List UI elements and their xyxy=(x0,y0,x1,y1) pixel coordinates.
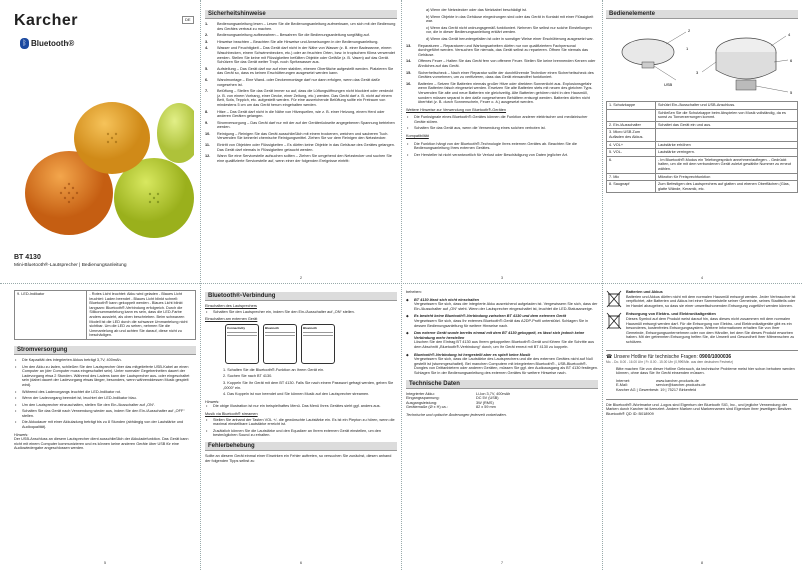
contact-label: Karcher AG | Gewerbestr. 19 | 75217 Birkenfeld xyxy=(616,387,697,392)
table-cell: 6. xyxy=(607,156,656,173)
safety-item xyxy=(205,67,397,76)
section-heading: Sicherheitshinweise xyxy=(205,10,397,19)
list-item: • Um den Akku zu laden, schließen Sie den Lautsprecher über das mitgelieferte USB-Kabel an einen Computer an (der Computer muss eingeschaltet sein). Unter normaler Gegebenheiten dauert der Ladevorgang etwa 2 Stunden. Während des Ladens kann der Lautsprecher aus- oder eingeschaltet sein (dabei dauert der Ladevorgang etwas länger, besonders, wenn währenddessen Musik gespielt wird). xyxy=(14,365,196,388)
table-cell: 1. Schutzkappe xyxy=(607,102,656,110)
safety-item xyxy=(205,132,397,141)
list-item: a) Wenn der Netzstecker oder das Netzkabel beschädigt ist. xyxy=(426,8,528,12)
item-number: 16. xyxy=(406,81,412,86)
page-number: 5 xyxy=(103,560,107,566)
diagram-label: 3 xyxy=(696,70,699,75)
fold-line-1 xyxy=(200,0,201,570)
trouble-desc: Löschen Sie den Eintrag BT 4130 aus Ihrem gekoppelten Bluetooth®-Gerät und führen Sie die Schritte aus dem Abschnitt „Bluetooth®-Verbindung“ durch, um Ihr Gerät erneut mit BT 4130 zu koppeln. xyxy=(414,340,595,349)
trouble-title: ◆ Es besteht keine Bluetooth®-Verbindung zwischen BT 4130 und dem externen Gerät xyxy=(414,314,567,319)
list-item: 2. Suchen Sie nach BT 4130. xyxy=(223,374,273,379)
list-item: • Während des Ladevorgangs leuchtet die LED-Indikator rot. xyxy=(14,390,196,395)
list-item: 3. Koppeln Sie Ihr Gerät mit dem BT 4130. Falls Sie nach einem Passwort gefragt werden, geben Sie „0000“ ein. xyxy=(223,380,394,390)
safety-item xyxy=(205,121,397,130)
safety-item xyxy=(205,33,397,38)
hint-title: Hinweis: xyxy=(205,399,220,404)
item-text: Hitze – Das Gerät darf nicht in die Nähe von Hitzequellen, wie z. B. einer Heizung, einem Herd oder anderen Geräten gelangen. xyxy=(217,109,385,119)
table-row xyxy=(607,121,798,129)
suction-cup xyxy=(736,80,756,90)
spec-label: Eingangsspannung: xyxy=(406,396,440,401)
item-number: 8. xyxy=(205,109,209,114)
controls-diagram xyxy=(606,22,796,98)
page-safety xyxy=(205,8,397,283)
item-text: Wann Sie eine Servicestelle aufsuchen sollten – Ziehen Sie umgehend den Netzstecker und suchen Sie eine qualifizierte Servicestelle auf, wenn einer der folgenden Ereignisse eintritt: xyxy=(217,154,392,163)
table-row xyxy=(607,102,798,110)
item-number: 12. xyxy=(205,154,211,159)
contact-row xyxy=(616,388,798,393)
safety-item xyxy=(205,154,397,163)
item-text: Belüftung – Stellen Sie das Gerät immer so auf, dass die Lüftungsöffnungen nicht blockiert oder verdeckt (z. B. von einem Vorhang, einer Decke, einer Zeitung, etc.) werden. Das Gerät darf z. B. nicht auf einem Bett, Sofa, Teppich, etc. aufgestellt werden. Für eine ausreichende Belüftung sollte ein Freiraum von mindestens 5 cm um das Gerät herum eingehalten werden. xyxy=(217,89,394,107)
bt-notes-title: Weitere Hinweise zur Verwendung von Bluetooth®-Geräten xyxy=(406,107,507,112)
table-row xyxy=(607,109,798,121)
safety-item xyxy=(205,40,397,45)
bt-notes-list xyxy=(406,115,598,131)
table-row xyxy=(607,129,798,141)
spec-note: Technische und optische Änderungen jederzeit vorbehalten. xyxy=(406,412,507,417)
hotline-number: 0900/1000036 xyxy=(699,353,732,360)
trouble-desc: Vergewissern Sie sich, dass der integrierte Akku ausreichend aufgeladen ist. Vergewissern Sie sich, dass der Ein-/Ausschalter auf „ON“ steht. Wenn der Lautsprecher eingeschaltet ist, leuchtet die LED-Statusanzeige. xyxy=(414,302,598,311)
cover-subtitle: Mini-Bluetooth®-Lautsprecher | Bedienungsanleitung xyxy=(14,263,127,268)
safety-item xyxy=(205,143,397,152)
safety-list-2 xyxy=(406,44,598,105)
spec-value: DC 5V (USB) xyxy=(476,396,499,401)
safety-item xyxy=(205,110,397,119)
table-cell: 5. VOL- xyxy=(607,149,656,157)
list-item: • Wenn der Ladevorgang beendet ist, leuchtet der LED-Indikator blau. xyxy=(14,396,196,401)
safety-item xyxy=(406,71,598,80)
battery-text: Batterien und Akkus dürfen nicht mit dem normalen Hausmüll entsorgt werden. Jeder Verbraucher ist verpflichtet, alte Batterien und Akkus bei einer Sammelstelle seiner Gemeinde, seines Stadtteils oder im Handel abzugeben, so dass sie einer umweltschonenden Entsorgung zugeführt werden können. xyxy=(626,294,796,308)
trademark-footer: Die Bluetooth®-Wortmarke und -Logos sind Eigentum der Bluetooth SIG, Inc., und jegliche Verwendung der Marken durch Karcher ist lizenziert. Andere Marken und Markennamen sind Eigentum ihrer jeweiligen Besitzer. Bluetooth® QD ID: B018909 xyxy=(606,399,798,417)
trouble-text: Sollte an diesem Gerät einmal einer Einwirken ein Fehler auftreten, so versuchen Sie zunächst, diesen anhand der folgenden Tipps selbst zu xyxy=(205,453,392,463)
trouble-title: ◆ Das externe Gerät wurde bereits einmal mit dem BT 4130 gekoppelt, es lässt sich jedoch keine Verbindung mehr herstellen xyxy=(414,331,585,340)
pairing-steps xyxy=(205,368,397,397)
item-text: Reparaturen – Reparaturen und Wartungsarbeiten dürfen nur von qualifiziertem Fachpersonal durchgeführt werden. Versuchen Sie niemals, das Gerät selbst zu reparieren. Öffnen Sie niemals das Gehäuse. xyxy=(418,43,589,57)
list-item: 1. Schalten Sie die Bluetooth®-Funktion an Ihrem Gerät ein. xyxy=(223,367,325,372)
list-item: • Die Funksignale eines Bluetooth®-Gerätes können die Funktion anderer elektrischer und medizinischer Geräte stören. xyxy=(406,115,598,124)
table-cell: - Rotes Licht leuchtet: Akku wird geladen - Blaues Licht leuchtet: Laden beendet - Blaues Licht blinkt schnell: Bluetooth® kann gekoppelt werden - Blaues Licht blinkt langsam: Bluetooth®-Verbindung erfolgreich. Durch die Silikonummantelung kann es sein, dass die LED-Farbe anders aussieht, als oben beschrieben. Beim schwarzen Modell ist die LED durch die schwarze Ummantelung nicht sichtbar. Um die LED zu sehen, nehmen Sie die Ummantelung ab und achten Sie darauf, diese nicht zu beschädigen. xyxy=(87,291,196,340)
diagram-label: USB xyxy=(664,82,673,87)
spec-row xyxy=(406,405,598,410)
item-number: 3. xyxy=(205,39,209,44)
contact-label: Internet: xyxy=(616,378,630,383)
trouble-desc: Vergewissern Sie sich, dass Ihr externes Bluetooth®-Gerät das A2DP-Profil unterstützt. Schlagen Sie in dessen Bedienungsanleitung für weitere Hinweise nach. xyxy=(414,318,589,328)
bluetooth-logo: ᛒ Bluetooth® xyxy=(20,38,74,49)
contact-list xyxy=(616,379,798,393)
battery-bin-icon xyxy=(606,290,622,308)
item-number: 9. xyxy=(205,120,209,125)
list-item: • Die Funktion hängt von der Bluetooth®-Technologie Ihres externen Gerätes ab. Beachten Sie die Bedienungsanleitung Ihres externen Gerätes. xyxy=(406,142,598,151)
item-text: Aufstellung – Das Gerät darf nur auf einer stabilen, ebenen Oberfläche aufgestellt werden. Platzieren Sie das Gerät so, dass es keinen Erschütterungen ausgesetzt werden kann. xyxy=(217,66,394,76)
sublist xyxy=(406,8,598,42)
item-text: Reinigung – Reinigen Sie das Gerät ausschließlich mit einem trockenen, weichen und sauberen Tuch. Verwenden Sie keinerlei chemische Reinigungsmittel. Ziehen Sie vor dem Reinigen den Netzstecker. xyxy=(217,131,389,141)
trouble-item xyxy=(406,314,598,328)
item-number: 13. xyxy=(406,43,412,48)
page-number: 4 xyxy=(700,275,704,281)
list-item: • Die obige Illustration ist nur ein beispielhaftes Menü. Das Menü Ihres Gerätes sieht ggf. anders aus. xyxy=(205,404,397,409)
controls-table xyxy=(606,101,798,193)
music-title: Musik via Bluetooth® streamen xyxy=(205,411,258,416)
safety-item xyxy=(205,78,397,87)
weee-bin-icon xyxy=(606,312,622,330)
table-cell: Schützt Ein-/Ausschalter und USB-Anschluss. xyxy=(655,102,797,110)
table-cell: Schließen Sie die Schutzkappe beim Abspielen von Musik vollständig, da es sonst zu Tonverzerrungen kommt. xyxy=(655,109,797,121)
safety-list xyxy=(205,22,397,163)
specs-list xyxy=(406,392,598,410)
table-cell: Lautstärke verringern. xyxy=(655,149,797,157)
hint-text: Der USB-Anschluss an diesem Lautsprecher dient ausschließlich der Akkuladefunktion. Das Gerät kann nicht mit einem Computer kommunizieren und es können keine anderen Geräte über USB für eine Audiowiedergabe angeschlossen werden. xyxy=(14,437,189,451)
battery-block xyxy=(606,290,798,308)
page-number: 3 xyxy=(500,275,504,281)
safety-item xyxy=(406,59,598,68)
safety-item xyxy=(406,82,598,105)
switch-on-list xyxy=(205,310,397,315)
item-text: Hinweise beachten – Beachten Sie alle Hinweise und Anweisungen in der Bedienungsanleitung. xyxy=(217,39,379,44)
item-number: 15. xyxy=(406,70,412,75)
list-item: • Stellen Sie anhand der Tasten VOL +/- die gewünschte Lautstärke ein. Es ist ein Piepton zu hören, wenn die maximal einstellbare Lautstärke erreicht ist. xyxy=(205,418,397,427)
trouble-title: ◆ BT 4130 lässt sich nicht einschalten xyxy=(414,297,479,302)
item-text: Sicherheitscheck – Nach einer Reparatur sollte der durchführende Techniker einen Sicherheitscheck des Gerätes vornehmen, um zu verifizieren, dass das Gerät einwandfrei funktioniert. xyxy=(418,70,594,80)
item-number: 10. xyxy=(205,131,211,136)
table-cell: 2. Ein-/Ausschalter xyxy=(607,121,656,129)
speaker-top-view xyxy=(622,39,674,65)
list-item: • Schalten Sie den Lautsprecher ein, indem Sie den Ein-/Ausschalter auf „ON“ stellen. xyxy=(205,310,397,315)
brand-logo: Karcher xyxy=(14,12,78,29)
hint-list xyxy=(205,404,397,409)
switch-on-title: Einschalten des Lautsprechers xyxy=(205,304,257,308)
page-bluetooth xyxy=(205,290,397,568)
table-cell xyxy=(607,109,656,121)
list-item: • Zusätzlich können Sie die Lautstärke und den Equalizer an Ihrem externen Gerät einstellen, um den bestmöglichen Sound zu erhalten. xyxy=(205,429,397,438)
spec-label: Ausgangsleistung: xyxy=(406,400,438,405)
safety-item xyxy=(205,89,397,107)
table-cell: 7. Mic xyxy=(607,173,656,181)
list-item: • Die Kapazität des integrierten Akkus beträgt 3,7V, 400mAh. xyxy=(14,358,196,363)
table-row xyxy=(15,291,196,340)
speaker-body xyxy=(716,52,776,79)
phone-screen: Bluetooth xyxy=(263,324,297,364)
spec-label: Integrierter Akku: xyxy=(406,391,435,396)
list-item: 4. Das Koppeln ist nun beendet und Sie können Musik auf den Lautsprecher streamen. xyxy=(223,392,370,397)
section-heading: Stromversorgung xyxy=(14,346,196,355)
table-row xyxy=(607,181,798,193)
speaker-lime xyxy=(157,103,194,163)
hotline-label: Unsere Hotline für technische Fragen: xyxy=(613,353,698,360)
table-cell: 4. VOL+ xyxy=(607,141,656,149)
page-number: 2 xyxy=(299,275,303,281)
page-number: 8 xyxy=(700,560,704,566)
trouble-item xyxy=(406,353,598,376)
table-cell: Lautstärke erhöhen xyxy=(655,141,797,149)
item-number: 1. xyxy=(205,22,209,26)
fold-line-3 xyxy=(602,0,603,570)
table-row xyxy=(607,141,798,149)
weee-text: Dieses Symbol auf dem Produkt weist darauf hin, dass dieses nicht zusammen mit dem normalen Hausmüll entsorgt werden darf. Für die Entsorgung von Elektro- und Elektronikaltgeräte gibt es ein besonderes, kostenfreies Entsorgungssystem. Weitere Informationen erhalten Sie von Ihrer Gemeinde, Entsorgungsunternehmen oder von dem Händler, bei dem Sie dieses Produkt erworben haben. Mit der getrennten Entsorgung helfen Sie, die Umwelt und Gesundheit Ihrer Mitmenschen zu schützen. xyxy=(626,316,795,344)
hotline-hours: Mo. - Do. 8.00 - 16.00 Uhr | Fr. 8.00 - 15.00 Uhr (0,99€/Min. aus dem deutschen Festnetz) xyxy=(606,359,733,364)
battery-title: Batterien und Akkus xyxy=(626,290,663,294)
fold-line-2 xyxy=(401,0,402,570)
diagram-label: 4 xyxy=(788,32,791,37)
item-text: Offenes Feuer – Halten Sie das Gerät fern von offenem Feuer. Stellen Sie keine brennenden Kerzen oder Ähnliches auf das Gerät. xyxy=(418,59,596,68)
list-item: d) Wenn das Gerät heruntergefallen ist oder in sonstiger Weise einer Erschütterung ausgesetzt war. xyxy=(426,36,594,41)
diagram-label: 6 xyxy=(790,58,793,63)
page-number: 7 xyxy=(500,560,504,566)
trouble-list xyxy=(406,298,598,376)
section-heading: Technische Daten xyxy=(406,380,598,389)
page-controls xyxy=(606,8,798,283)
table-cell: 3. Micro USB Zum Aufladen des Akkus. xyxy=(607,129,656,141)
list-item: c) Wenn das Gerät nicht ordnungsgemäß funktioniert. Nehmen Sie selbst nur solche Einstellungen vor, die in dieser Bedienungsanleitung erklärt werden. xyxy=(426,25,592,35)
page-safety-cont xyxy=(406,8,598,283)
page-number: 6 xyxy=(299,560,303,566)
weee-title: Entsorgung von Elektro- und Elektronikaltgeräten xyxy=(626,312,716,317)
item-text: Bedienungsanleitung aufbewahren – Bewahren Sie die Bedienungsanleitung sorgfältig auf. xyxy=(217,33,370,38)
compat-list xyxy=(406,142,598,158)
contact-label: E-Mail: xyxy=(616,383,628,388)
spec-value: 82 x 59 mm xyxy=(476,405,496,410)
usb-port xyxy=(642,62,654,68)
spec-value: Li-Ion 3,7V, 400mAh xyxy=(476,391,511,396)
table-cell: 8. Saugnapf xyxy=(607,181,656,193)
list-item: • Um den Lautsprecher einzuschalten, stellen Sie den Ein-/Ausschalter auf „ON“. xyxy=(14,403,196,408)
phone-screen: Bluetooth xyxy=(301,324,335,364)
model-name: BT 4130 xyxy=(14,254,41,261)
music-list xyxy=(205,418,397,438)
list-item: • Schalten Sie das Gerät nach Verwendung wieder aus, indem Sie den Ein-/Ausschalter auf „OFF“ stellen. xyxy=(14,409,196,418)
page-power xyxy=(14,290,196,568)
item-number: 5. xyxy=(205,66,209,71)
table-cell xyxy=(655,129,797,141)
table-cell: - Im Bluetooth®-Modus ein Telefongespräch annehmen/auflegen. - Gedrückt halten, um die mit dem verbundenen Gerät zuletzt gewählte Nummer zu erneut wählen. xyxy=(655,156,797,173)
list-item: • Der Hersteller ist nicht verantwortlich für Verlust oder Beschädigung von Daten jeglicher Art. xyxy=(406,153,598,158)
pairing-title: Einschalten am externen Gerät xyxy=(205,317,258,322)
trouble-item xyxy=(406,298,598,312)
spec-value: 3W (RMS) xyxy=(476,400,494,405)
item-text: Wasser und Feuchtigkeit – Das Gerät darf nicht in der Nähe von Wasser (z. B. einer Badewanne, einem Waschbecken, einem Schwimmbecken, etc.) oder an feuchten Orten, bzw. in tropischem Klima verwendet werden. Stellen Sie keine mit Flüssigkeiten befüllten Objekte oder Gefäße (z. B. Vasen) auf das Gerät. Schützen Sie das Gerät weiter Tropf- noch Spritzwasser aus. xyxy=(217,46,395,65)
page-disposal xyxy=(606,290,798,568)
page-cover xyxy=(14,8,194,283)
diagram-label: 2 xyxy=(688,28,691,33)
item-text: Bedienungsanleitung lesen – Lesen Sie die Bedienungsanleitung aufmerksam, um sich mit der Bedienung des Gerätes vertraut zu machen. xyxy=(217,22,396,31)
contact-value: www.karcher-products.de xyxy=(656,378,699,383)
item-text: Eintritt von Objekten oder Flüssigkeiten – Es dürfen keine Objekte in das Gehäuse des Gerätes gelangen. Das Gerät darf niemals in Flüssigkeiten getaucht werden. xyxy=(217,143,395,152)
item-number: 14. xyxy=(406,59,412,64)
trouble-title: ◆ Bluetooth®-Verbindung ist hergestellt aber es spielt keine Musik xyxy=(414,352,531,357)
item-number: 4. xyxy=(205,46,209,51)
page-troubleshooting xyxy=(406,290,598,568)
intro-text: beheben: xyxy=(406,290,422,294)
safety-item xyxy=(205,46,397,64)
phone-illustration xyxy=(225,324,397,364)
item-number: 6. xyxy=(205,77,209,82)
diagram-label: 5 xyxy=(790,90,793,95)
list-item: • Schalten Sie das Gerät aus, wenn die Verwendung eines solchen verboten ist. xyxy=(406,126,598,131)
item-text: Batterien – Setzen Sie Batterien niemals großer Hitze oder direktem Sonnenlicht aus. Explosionsgefahr wenn Batterien falsch eingesetzt werden. Ersetzen Sie alte Batterien stets mit neuen des gleichen Typs. Verwenden Sie alte und neue Batterien nie gleichzeitig. Alte Batterien gehören nicht in den Hausmüll, sondern müssen separat in den dafür vorgesehenen Behältern entsorgt werden. Batterien dürfen nicht überhitzt (z. B. durch Sonnenschein, Feuer o. ä.) ausgesetzt werden. xyxy=(418,81,593,105)
compat-title: Kompatibilität xyxy=(406,134,429,139)
trouble-desc: Vergewissern Sie sich, dass die Lautstärke des Lautsprechers und die des externen Gerätes nicht auf Null gestellt ist (stummgeschaltet). Bei manchen Computern mit integriertem Bluetooth®-, USB-Bluetooth®-Dongles von Drittanbietern oder anderen Geräten, müssen Sie ggf. den Audioausgang als BT 4130 festlegen. Schlagen Sie in der Bedienungsanleitung des externen Gerätes für weitere Hinweise nach. xyxy=(414,357,598,375)
list-item: b) Wenn Objekte in das Gehäuse eingedrungen sind oder das Gerät in Kontakt mit einer Flüssigkeit war. xyxy=(426,14,594,24)
power-list xyxy=(14,358,196,430)
weee-block xyxy=(606,312,798,344)
section-heading: Bluetooth®-Verbindung xyxy=(205,292,397,301)
section-heading: Bedienelemente xyxy=(606,10,798,19)
phone-screen: Connectivity xyxy=(225,324,259,364)
hint-title: Hinweis: xyxy=(14,432,29,437)
phone-icon: ☎ xyxy=(606,353,614,360)
led-table xyxy=(14,290,196,340)
spec-label: Gerätemaße (Ø x H) ca.: xyxy=(406,405,448,410)
table-cell: Mikrofon für Freisprechfunktion xyxy=(655,173,797,181)
table-row xyxy=(607,149,798,157)
hotline-block xyxy=(606,350,798,393)
language-badge: DE xyxy=(182,16,194,24)
speaker-photo xyxy=(14,68,194,258)
bluetooth-icon: ᛒ xyxy=(20,38,29,49)
list-item: • Die Akkudauer mit einer Akkuladung beträgt bis zu 8 Stunden (abhängig von der Lautstärke und Audioqualität). xyxy=(14,420,196,429)
item-number: 7. xyxy=(205,89,209,94)
safety-item xyxy=(205,22,397,31)
table-cell: Zum Befestigen des Lautsprechers auf glatten und ebenen Oberflächen (Glas, glatte Wände, Keramik, etc. xyxy=(655,181,797,193)
table-row xyxy=(607,156,798,173)
item-text: Wandmontage – Eine Wand- oder Deckenmontage darf nur dann erfolgen, wenn das Gerät dafür vorgesehen ist. xyxy=(217,77,380,87)
table-cell: 9. LED-Indikator xyxy=(15,291,87,340)
contact-text: Bitte machen Sie von dieser Hotline Gebrauch, da technische Probleme meist hier schon behoben werden können, ohne dass Sie Ihr Gerät einsenden müssen. xyxy=(616,366,795,376)
section-heading: Fehlerbehebung xyxy=(205,442,397,451)
trouble-item xyxy=(406,331,598,349)
item-number: 11. xyxy=(205,143,211,148)
contact-value: service@karcher-products.de xyxy=(656,383,706,388)
item-number: 2. xyxy=(205,33,209,38)
safety-item xyxy=(406,44,598,58)
item-text: Stromversorgung – Das Gerät darf nur mit der auf der Geräterückseite angegebenen Spannung betrieben werden. xyxy=(217,120,395,130)
table-row xyxy=(607,173,798,181)
diagram-label: 1 xyxy=(686,46,689,51)
table-cell: Schaltet das Gerät ein und aus. xyxy=(655,121,797,129)
